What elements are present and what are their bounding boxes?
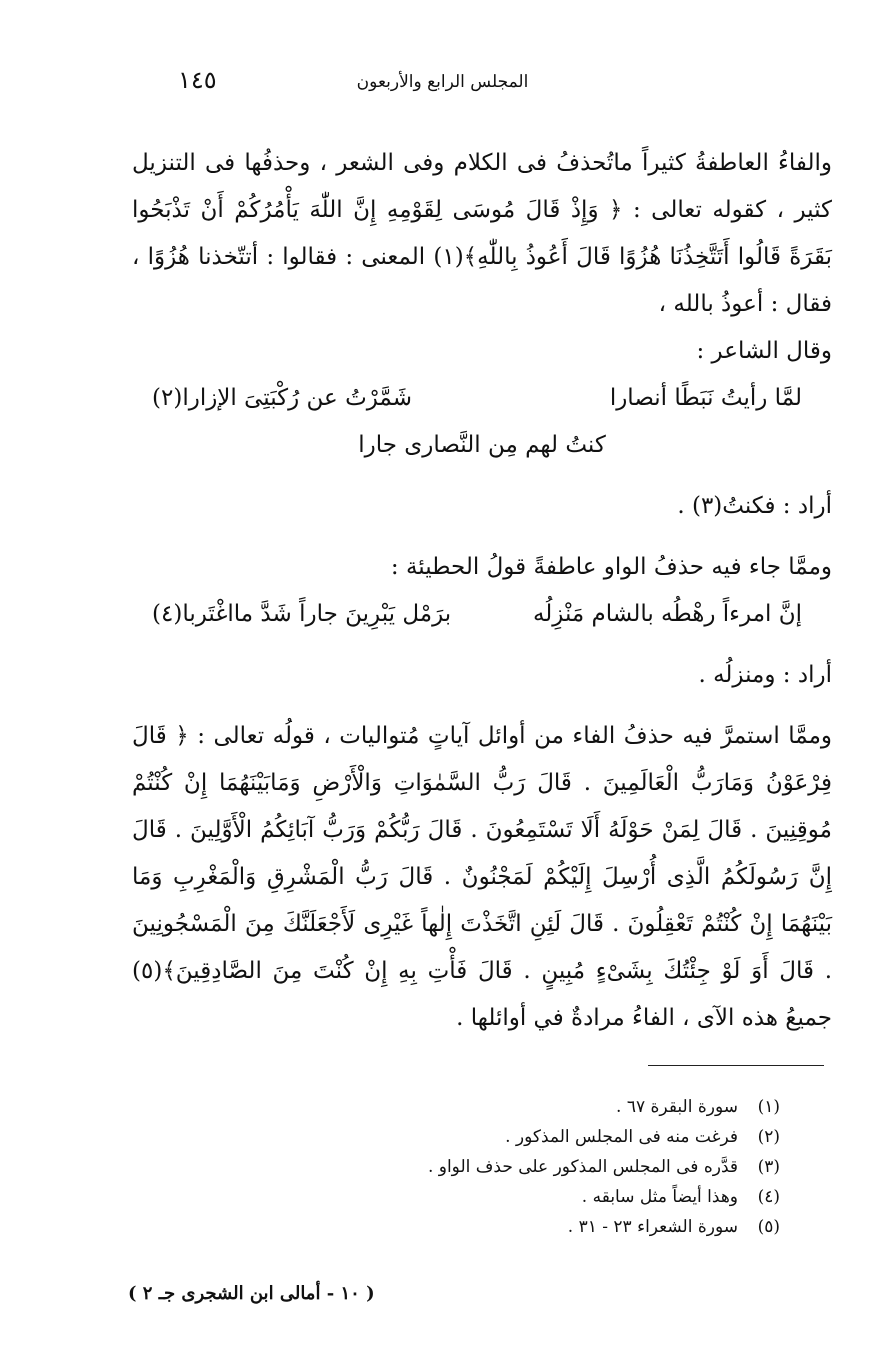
footnote-number: (٣) (757, 1157, 780, 1177)
paragraph-meaning-1: أراد : فكنتُ(٣) . (677, 493, 832, 519)
footnote-number: (١) (757, 1097, 780, 1117)
footnote-text: قدَّره فى المجلس المذكور على حذف الواو . (427, 1157, 738, 1177)
running-header-title: المجلس الرابع والأربعون (356, 72, 529, 92)
footnote-number: (٢) (757, 1127, 780, 1147)
paragraph-quran-verses: وممَّا استمرَّ فيه حذفُ الفاء من أوائل آياتٍ مُتواليات ، قولُه تعالى : ﴿ قَالَ فِرْعَوْنُ وَمَارَبُّ الْعَالَمِينَ . قَالَ رَبُّ السَّمٰوَاتِ وَالْأَرْضِ وَمَابَيْنَهُمَا إِنْ كُنْتُمْ مُوقِنِينَ . قَالَ لِمَنْ حَوْلَهُ أَلَا تَسْتَمِعُونَ . قَالَ رَبُّكُمْ وَرَبُّ آبَائِكُمُ الْأَوَّلِينَ . قَالَ إِنَّ رَسُولَكُمُ الَّذِى أُرْسِلَ إِلَيْكُمْ لَمَجْنُونٌ . قَالَ رَبُّ الْمَشْرِقِ وَالْمَغْرِبِ وَمَا بَيْنَهُمَا إِنْ كُنْتُمْ تَعْقِلُونَ . قَالَ لَئِنِ اتَّخَذْتَ إِلٰهاً غَيْرِى لَأَجْعَلَنَّكَ مِنَ الْمَسْجُونِينَ . قَالَ أَوَ لَوْ جِئْتُكَ بِشَىْءٍ مُبِينٍ . قَالَ فَأْتِ بِهِ إِنْ كُنْتَ مِنَ الصَّادِقِينَ﴾(٥) جميعُ هذه الآى ، الفاءُ مرادةٌ في أوائلها . (132, 723, 832, 1031)
footnote-item (100, 1182, 780, 1212)
page-number: ١٤٥ (178, 66, 217, 94)
footnote-item (100, 1152, 780, 1182)
footnote-item (100, 1122, 780, 1152)
footnote-item (100, 1092, 780, 1122)
verse-hutaya-first-hemistich: إنَّ امرءاً رهْطُه بالشام مَنْزِلُه (532, 601, 802, 627)
verse-hutaya-second-hemistich: برَمْل يَبْرِينَ جاراً شَدَّ مااغْتَربا(٤) (152, 601, 452, 627)
verse-hutaya (132, 591, 832, 638)
verse-line-2: كنتُ لهم مِن النَّصارى جارا (358, 432, 606, 458)
paragraph-fa-deletion: والفاءُ العاطفةُ كثيراً ماتُحذفُ فى الكلام وفى الشعر ، وحذفُها فى التنزيل كثير ، كقوله تعالى : ﴿ وَإِذْ قَالَ مُوسَى لِقَوْمِهِ إِنَّ اللّٰهَ يَأْمُرُكُمْ أَنْ تَذْبَحُوا بَقَرَةً قَالُوا أَتَتَّخِذُنَا هُزُوًا قَالَ أَعُوذُ بِاللّٰهِ﴾(١) المعنى : فقالوا : أتتّخذنا هُزُوًا ، فقال : أعوذُ بالله ، (132, 150, 832, 317)
footnote-number: (٥) (757, 1217, 780, 1237)
main-text (132, 140, 832, 1042)
verse-1-second-hemistich: شَمَّرْتُ عن رُكْبَتِىَ الإزارا(٢) (152, 385, 413, 411)
footnote-text: سورة البقرة ٦٧ . (616, 1097, 738, 1117)
paragraph-waw-deletion: وممَّا جاء فيه حذفُ الواو عاطفةً قولُ الحطيئة : (390, 554, 832, 580)
footnote-divider (648, 1065, 824, 1066)
footnotes (100, 1092, 780, 1242)
paragraph-poet-intro: وقال الشاعر : (696, 338, 832, 364)
footnote-text: وهذا أيضاً مثل سابقه . (581, 1187, 738, 1207)
signature-line: ( ١٠ - أمالى ابن الشجرى جـ ٢ ) (128, 1283, 375, 1304)
verse-line-1 (132, 375, 832, 422)
footnote-item (100, 1212, 780, 1242)
paragraph-meaning-2: أراد : ومنزلُه . (698, 662, 832, 688)
footnote-text: سورة الشعراء ٢٣ - ٣١ . (567, 1217, 738, 1237)
footnote-number: (٤) (757, 1187, 780, 1207)
verse-1-first-hemistich: لمَّا رأيتُ نَبَطًا أنصارا (609, 385, 802, 411)
footnote-text: فرغت منه فى المجلس المذكور . (505, 1127, 738, 1147)
